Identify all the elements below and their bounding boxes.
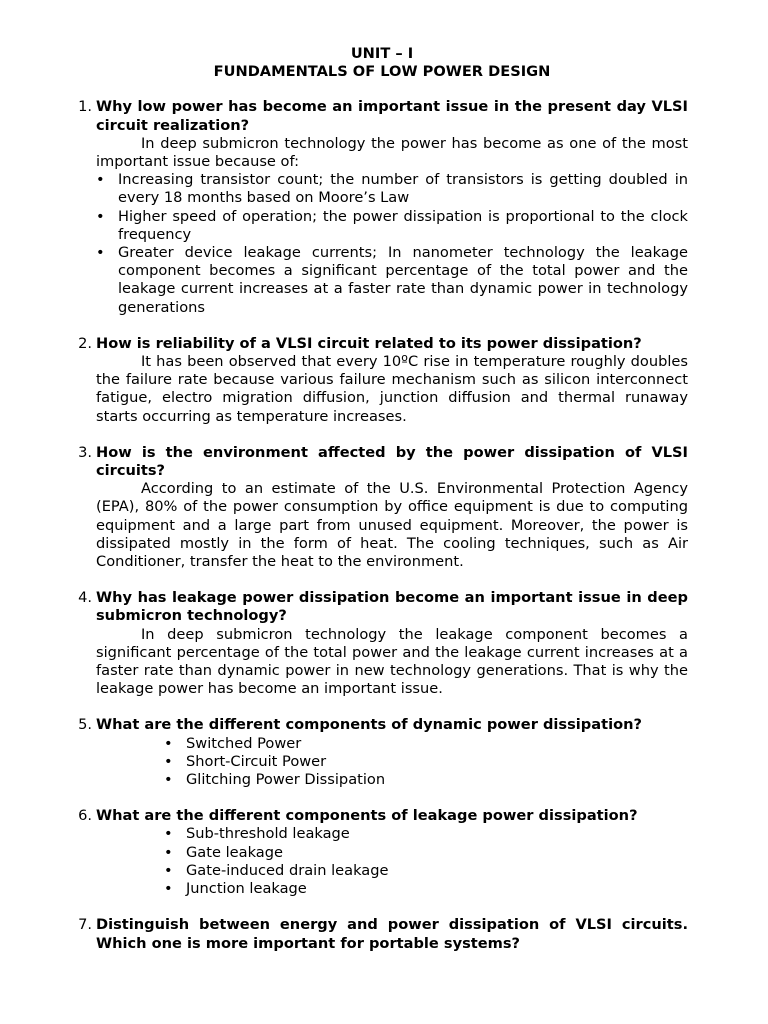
question-number: 6. — [78, 807, 92, 825]
question-2 — [78, 334, 688, 426]
sub-bullet-list — [96, 825, 688, 898]
question-number: 1. — [78, 98, 92, 116]
question-title: How is reliability of a VLSI circuit related to its power dissipation? — [96, 334, 642, 352]
question-3 — [78, 443, 688, 571]
question-title: How is the environment affected by the power dissipation of VLSI circuits? — [96, 443, 688, 480]
question-1 — [78, 98, 688, 316]
list-item: • Greater device leakage currents; In nanometer technology the leakage component becomes a significant percentage of the total power and the leakage current increases at a faster rate than dynamic power in technology generations — [96, 244, 688, 317]
answer-text: In deep submicron technology the power has become as one of the most important issue because of: — [96, 134, 688, 170]
question-title: What are the different components of dynamic power dissipation? — [96, 716, 642, 734]
question-number: 3. — [78, 443, 92, 461]
question-number: 2. — [78, 334, 92, 352]
question-title: Why low power has become an important issue in the present day VLSI circuit realization? — [96, 98, 688, 134]
list-item: • Higher speed of operation; the power dissipation is proportional to the clock frequency — [96, 208, 688, 244]
list-item: • Gate leakage — [164, 844, 688, 862]
answer-text: According to an estimate of the U.S. Environmental Protection Agency (EPA), 80% of the power consumption by office equipment is due to computing equipment and a large part from unused equipment. Moreover, the power is dissipated mostly in the form of heat. The cooling techniques, such as Air Conditioner, transfer the heat to the environment. — [96, 480, 688, 571]
list-item: • Gate-induced drain leakage — [164, 862, 688, 880]
list-item: • Sub-threshold leakage — [164, 825, 688, 843]
question-number: 5. — [78, 716, 92, 734]
question-number: 7. — [78, 916, 92, 934]
question-4 — [78, 589, 688, 698]
question-number: 4. — [78, 589, 92, 607]
question-title: Why has leakage power dissipation become an important issue in deep submicron technology? — [96, 589, 688, 625]
answer-text: It has been observed that every 10ºC rise in temperature roughly doubles the failure rate because various failure mechanism such as silicon interconnect fatigue, electro migration diffusion, junction diffusion and thermal runaway starts occurring as temperature increases. — [96, 353, 688, 425]
question-6 — [78, 807, 688, 898]
bullet-list — [96, 171, 688, 317]
question-title: Distinguish between energy and power dissipation of VLSI circuits. Which one is more important for portable systems? — [96, 916, 688, 952]
list-item: • Switched Power — [164, 735, 688, 753]
document-title: FUNDAMENTALS OF LOW POWER DESIGN — [213, 63, 551, 81]
question-5 — [78, 716, 688, 789]
list-item: • Short-Circuit Power — [164, 753, 688, 771]
question-7 — [78, 916, 688, 952]
question-title: What are the different components of leakage power dissipation? — [96, 807, 638, 825]
list-item: • Increasing transistor count; the number of transistors is getting doubled in every 18 months based on Moore’s Law — [96, 171, 688, 207]
document-heading — [76, 45, 688, 81]
unit-label: UNIT – I — [350, 45, 414, 62]
list-item: • Glitching Power Dissipation — [164, 771, 688, 789]
answer-text: In deep submicron technology the leakage component becomes a significant percentage of the total power and the leakage current increases at a faster rate than dynamic power in new technology generations. That is why the leakage power has become an important issue. — [96, 625, 688, 698]
list-item: • Junction leakage — [164, 880, 688, 898]
sub-bullet-list — [96, 735, 688, 790]
